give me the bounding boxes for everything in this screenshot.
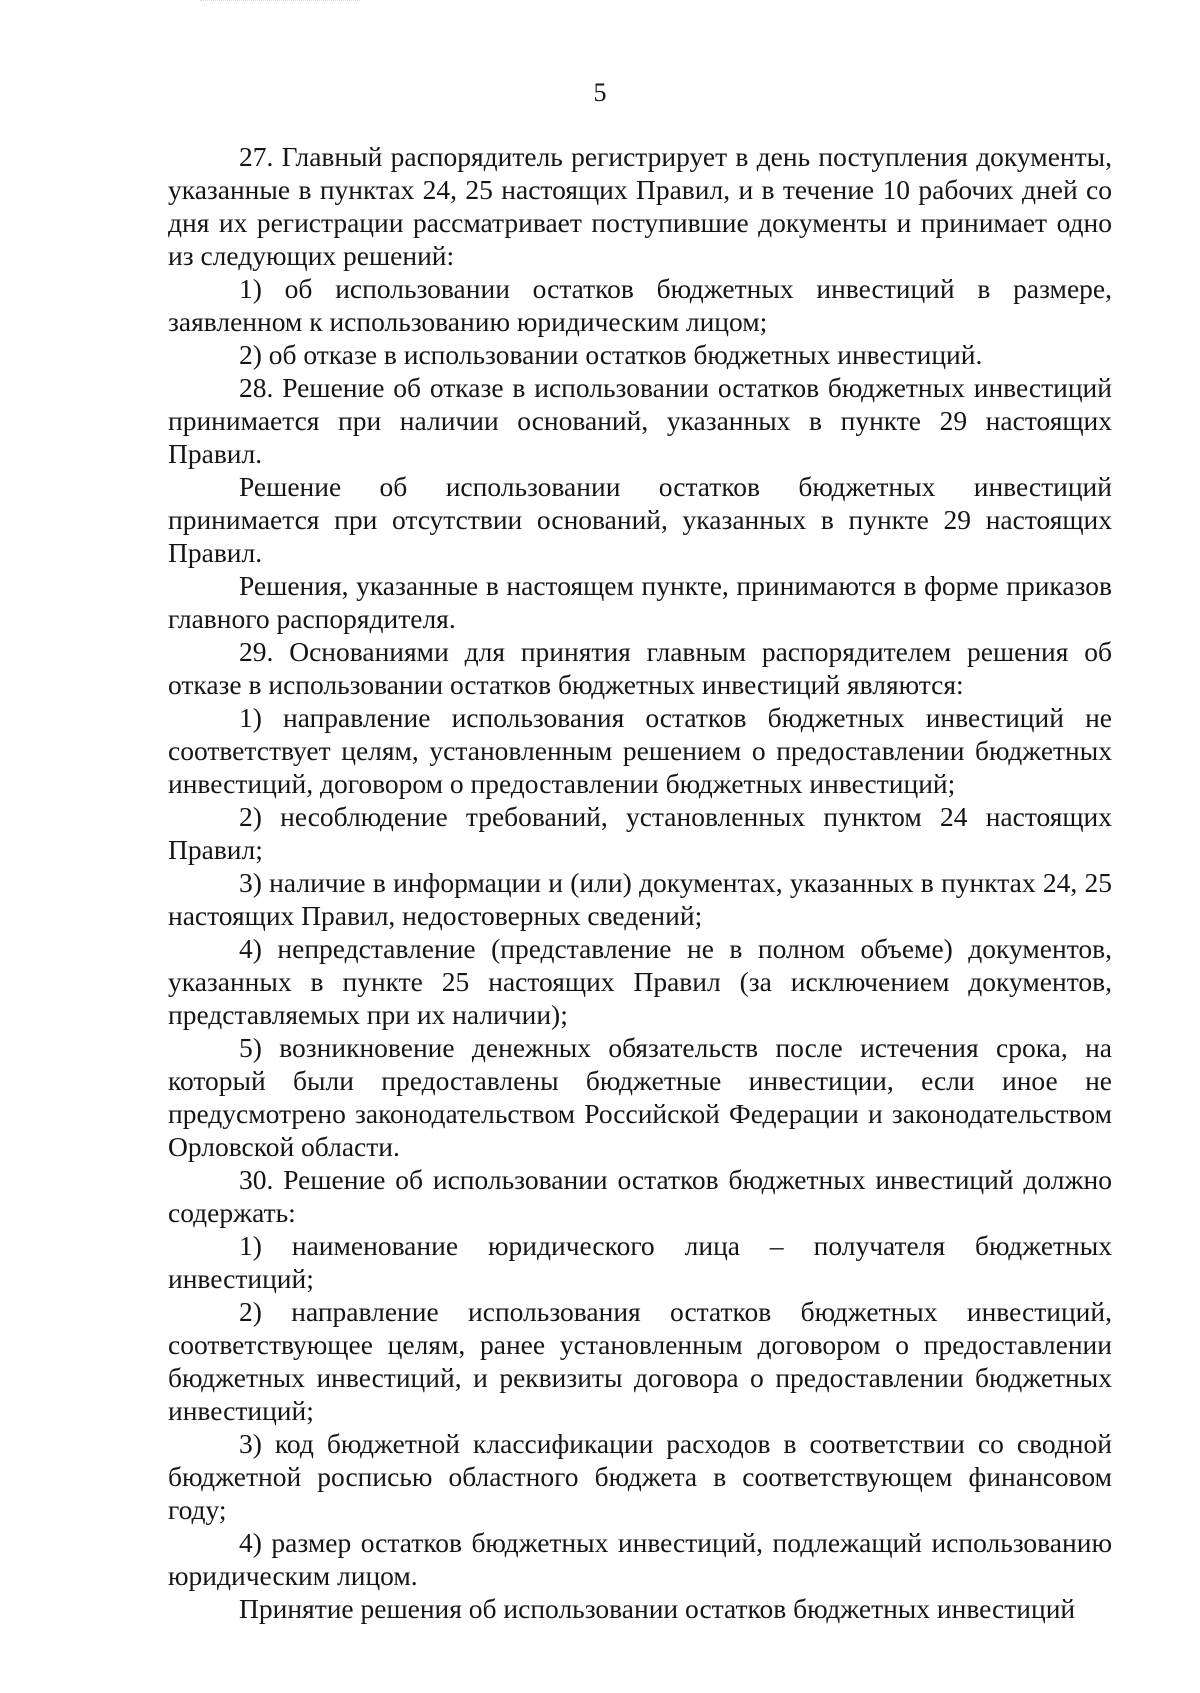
list-item-29-3: 3) наличие в информации и (или) документах, указанных в пунктах 24, 25 настоящих Правил, недостоверных сведений; bbox=[168, 867, 1112, 931]
paragraph-27: 27. Главный распорядитель регистрирует в день поступления документы, указанные в пунктах 24, 25 настоящих Правил, и в течение 10 рабочих дней со дня их регистрации рассматривает поступившие документы и принимает одно из следующих решений: bbox=[168, 141, 1112, 271]
paragraph-28-b: Решение об использовании остатков бюджетных инвестиций принимается при отсутствии оснований, указанных в пункте 29 настоящих Правил. bbox=[168, 471, 1112, 568]
list-item-30-2: 2) направление использования остатков бюджетных инвестиций, соответствующее целям, ранее установленным договором о предоставлении бюджетных инвестиций, и реквизиты договора о предоставлении бюджетных инвестиций; bbox=[168, 1296, 1112, 1426]
list-item-29-5: 5) возникновение денежных обязательств после истечения срока, на который были предоставлены бюджетные инвестиции, если иное не предусмотрено законодательством Российской Федерации и законодательством Орловской области. bbox=[168, 1032, 1112, 1162]
paragraph-29: 29. Основаниями для принятия главным распорядителем решения об отказе в использовании остатков бюджетных инвестиций являются: bbox=[168, 636, 1112, 700]
list-item-30-3: 3) код бюджетной классификации расходов в соответствии со сводной бюджетной росписью областного бюджета в соответствующем финансовом году; bbox=[168, 1428, 1112, 1525]
list-item-29-2: 2) несоблюдение требований, установленных пунктом 24 настоящих Правил; bbox=[168, 801, 1112, 865]
document-body bbox=[168, 140, 1112, 1625]
paragraph-30-final: Принятие решения об использовании остатков бюджетных инвестиций bbox=[239, 1593, 1076, 1624]
scan-artifact bbox=[200, 0, 360, 7]
list-item-29-4: 4) непредставление (представление не в полном объеме) документов, указанных в пункте 25 настоящих Правил (за исключением документов, представляемых при их наличии); bbox=[168, 933, 1112, 1030]
list-item-30-4: 4) размер остатков бюджетных инвестиций, подлежащий использованию юридическим лицом. bbox=[168, 1527, 1112, 1591]
list-item-27-2: 2) об отказе в использовании остатков бюджетных инвестиций. bbox=[239, 339, 983, 370]
list-item-27-1: 1) об использовании остатков бюджетных инвестиций в размере, заявленном к использованию юридическим лицом; bbox=[168, 273, 1112, 337]
list-item-30-1: 1) наименование юридического лица – получателя бюджетных инвестиций; bbox=[168, 1230, 1112, 1294]
paragraph-30: 30. Решение об использовании остатков бюджетных инвестиций должно содержать: bbox=[168, 1164, 1112, 1228]
paragraph-28-c: Решения, указанные в настоящем пункте, принимаются в форме приказов главного распорядителя. bbox=[168, 570, 1112, 634]
list-item-29-1: 1) направление использования остатков бюджетных инвестиций не соответствует целям, установленным решением о предоставлении бюджетных инвестиций, договором о предоставлении бюджетных инвестиций; bbox=[168, 702, 1112, 799]
paragraph-28: 28. Решение об отказе в использовании остатков бюджетных инвестиций принимается при наличии оснований, указанных в пункте 29 настоящих Правил. bbox=[168, 372, 1112, 469]
page-number: 5 bbox=[593, 78, 607, 107]
